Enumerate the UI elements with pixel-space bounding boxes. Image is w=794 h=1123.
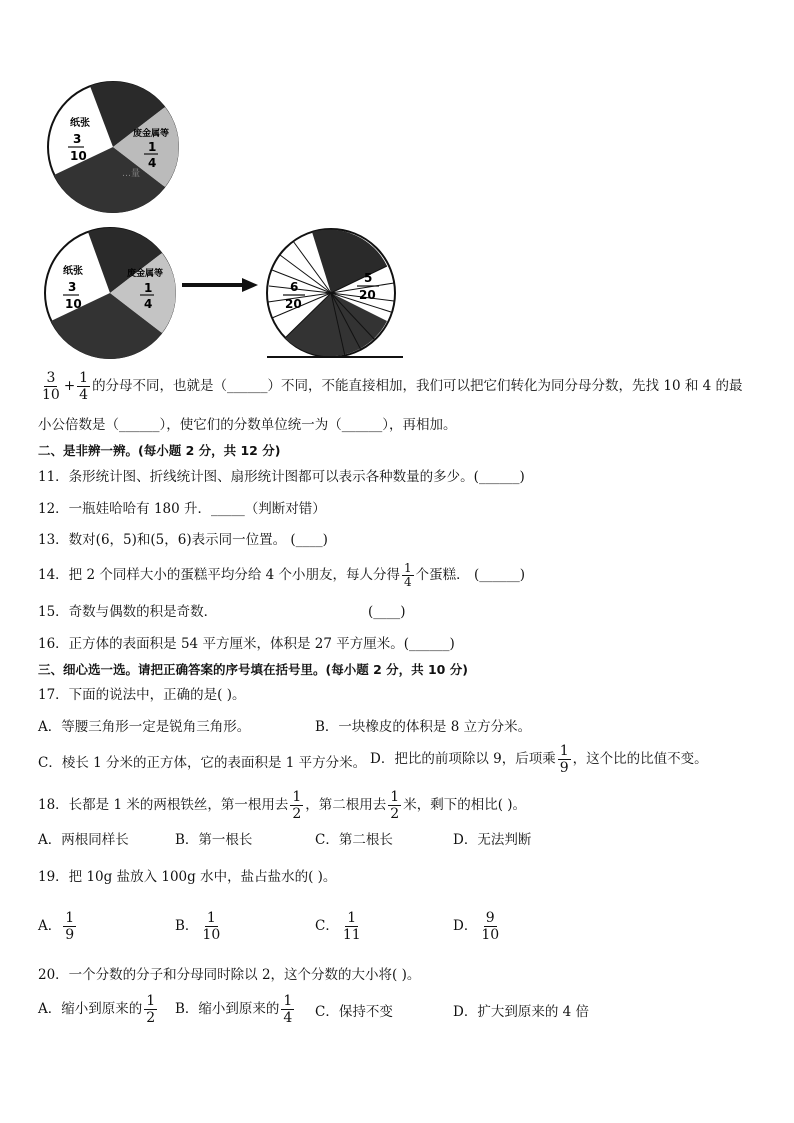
question-14: 14．把 2 个同样大小的蛋糕平均分给 4 个小朋友，每人分得 $\frac{1}{4}$ 个蛋糕． (______) bbox=[38, 561, 525, 589]
question-15: 15．奇数与偶数的积是奇数． bbox=[38, 604, 218, 620]
pie1-metal-den: 4 bbox=[148, 156, 157, 170]
q20-option-a: A．缩小到原来的 $\frac{1}{2}$ bbox=[38, 993, 156, 1026]
q19-option-c: C． $\frac{1}{11}$ bbox=[315, 910, 361, 943]
question-20: 20．一个分数的分子和分母同时除以 2，这个分数的大小将( )。 bbox=[38, 967, 421, 983]
q20-option-c: C．保持不变 bbox=[315, 1004, 393, 1020]
pie-chart-2 bbox=[38, 226, 188, 361]
arrow-right-icon bbox=[180, 275, 260, 295]
q20-option-b: B．缩小到原来的 $\frac{1}{4}$ bbox=[175, 993, 293, 1026]
q18-option-d: D．无法判断 bbox=[453, 832, 532, 848]
pie3-right-den: 20 bbox=[359, 288, 376, 302]
question-19: 19．把 10g 盐放入 100g 水中，盐占盐水的( )。 bbox=[38, 869, 337, 885]
fraction: $\frac{1}{2}$ bbox=[146, 993, 156, 1026]
q17-option-a: A．等腰三角形一定是锐角三角形。 bbox=[38, 719, 251, 735]
pie2-paper-num: 3 bbox=[68, 280, 77, 294]
pie2-paper-den: 10 bbox=[65, 297, 82, 311]
question-13: 13．数对(6，5)和(5，6)表示同一位置。 (____) bbox=[38, 532, 328, 548]
q18-option-c: C．第二根长 bbox=[315, 832, 393, 848]
fraction: $\frac{1}{9}$ bbox=[65, 910, 75, 943]
q17-option-c: C．棱长 1 分米的正方体，它的表面积是 1 平方分米。 bbox=[38, 755, 367, 771]
fraction: $\frac{9}{10}$ bbox=[481, 910, 500, 943]
question-15-blank: (____) bbox=[368, 604, 406, 620]
fraction: $\frac{1}{10}$ bbox=[202, 910, 221, 943]
pie1-metal-label: 废金属等 bbox=[133, 129, 170, 139]
pie1-paper-label: 纸张 bbox=[70, 118, 90, 129]
pie3-left-num: 6 bbox=[290, 280, 299, 294]
fraction: $\frac{1}{4}$ bbox=[79, 370, 89, 403]
q19-option-b: B． $\frac{1}{10}$ bbox=[175, 910, 221, 943]
pie2-metal-den: 4 bbox=[144, 297, 153, 311]
q19-option-a: A． $\frac{1}{9}$ bbox=[38, 910, 75, 943]
fraction: $\frac{1}{4}$ bbox=[404, 561, 412, 589]
question-12: 12．一瓶娃哈哈有 180 升．_____（判断对错） bbox=[38, 501, 326, 517]
q10-line1-text: 的分母不同，也就是（______）不同，不能直接相加，我们可以把它们转化为同分母分数，先找 10 和 4 的最 bbox=[92, 378, 743, 394]
pie1-dark-label: …量 bbox=[122, 169, 141, 179]
pie2-paper-label: 纸张 bbox=[63, 266, 83, 277]
q10-line2: 小公倍数是（______），使它们的分数单位统一为（______），再相加。 bbox=[38, 417, 457, 433]
question-18: 18．长都是 1 米的两根铁丝，第一根用去 $\frac{1}{2}$ ，第二根用去 $\frac{1}{2}$ 米，剩下的相比( )。 bbox=[38, 789, 527, 822]
section3-title: 三、细心选一选。请把正确答案的序号填在括号里。(每小题 2 分，共 10 分) bbox=[38, 662, 468, 677]
pie2-metal-num: 1 bbox=[144, 281, 153, 295]
pie1-paper-num: 3 bbox=[73, 132, 82, 146]
question-11: 11．条形统计图、折线统计图、扇形统计图都可以表示各种数量的多少。(______) bbox=[38, 469, 525, 485]
question-16: 16．正方体的表面积是 54 平方厘米，体积是 27 平方厘米。(______) bbox=[38, 636, 455, 652]
pie-chart-3 bbox=[265, 226, 405, 361]
pie1-metal-num: 1 bbox=[148, 140, 157, 154]
pie-chart-1 bbox=[40, 80, 190, 215]
fraction: $\frac{1}{4}$ bbox=[283, 993, 293, 1026]
fraction: $\frac{1}{11}$ bbox=[342, 910, 361, 943]
fraction: $\frac{1}{2}$ bbox=[292, 789, 302, 822]
pie3-left-den: 20 bbox=[285, 297, 302, 311]
pie3-right-num: 5 bbox=[364, 271, 373, 285]
q10-line1: $\frac{3}{10}$ + $\frac{1}{4}$ 的分母不同，也就是（______）不同，不能直接相加，我们可以把它们转化为同分母分数，先找 10 和 4 的最 bbox=[42, 370, 743, 403]
q17-option-b: B．一块橡皮的体积是 8 立方分米。 bbox=[315, 719, 532, 735]
q19-option-d: D． $\frac{9}{10}$ bbox=[453, 910, 500, 943]
q18-option-b: B．第一根长 bbox=[175, 832, 253, 848]
pie2-metal-label: 废金属等 bbox=[127, 269, 164, 279]
q17-option-d: D．把比的前项除以 9，后项乘 $\frac{1}{9}$ ，这个比的比值不变。 bbox=[370, 743, 708, 776]
fraction: $\frac{3}{10}$ bbox=[42, 370, 60, 403]
fraction: $\frac{1}{2}$ bbox=[390, 789, 400, 822]
section2-title: 二、是非辨一辨。(每小题 2 分，共 12 分) bbox=[38, 443, 281, 458]
pie1-paper-den: 10 bbox=[70, 149, 87, 163]
fraction: $\frac{1}{9}$ bbox=[559, 743, 569, 776]
question-17: 17．下面的说法中，正确的是( )。 bbox=[38, 687, 246, 703]
q18-option-a: A．两根同样长 bbox=[38, 832, 129, 848]
q20-option-d: D．扩大到原来的 4 倍 bbox=[453, 1004, 589, 1020]
